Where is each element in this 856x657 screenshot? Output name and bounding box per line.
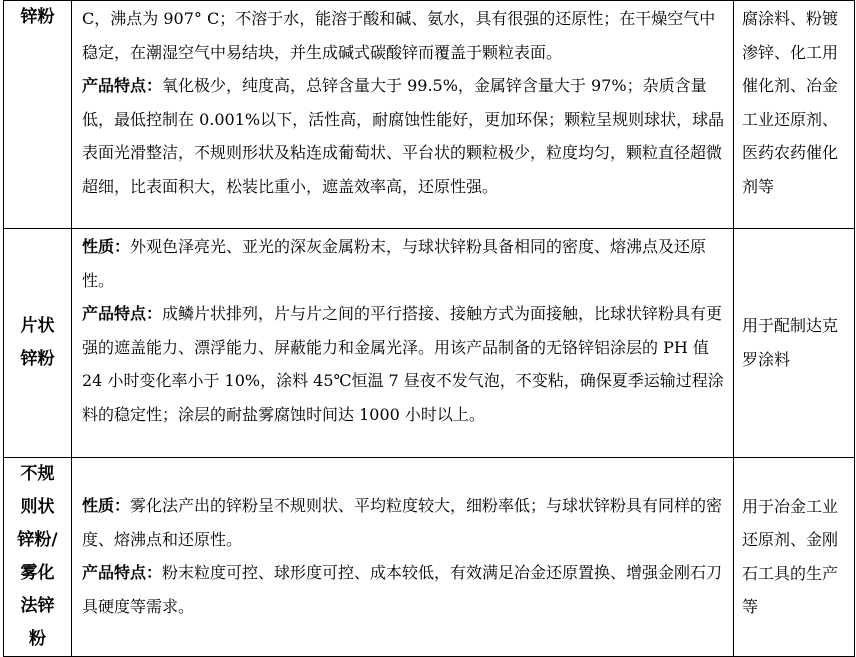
feature-label: 产品特点： bbox=[82, 304, 163, 323]
usage-text: 用于冶金工业还原剂、金刚石工具的生产等 bbox=[742, 496, 839, 616]
table-row bbox=[4, 1, 855, 229]
feature-label: 产品特点： bbox=[82, 563, 163, 582]
feature-text: 氧化极少，纯度高，总锌含量大于 99.5%，金属锌含量大于 97%；杂质含量低，最低控制在 0.001%以下，活性高，耐腐蚀性能好，更加环保；颗粒呈规则球状，球晶表面光滑整洁，不规则形状及粘连成葡萄状、平台状的颗粒极少，粒度均匀，颗粒直径超微超细，比表面积大，松装比重小，遮盖效率高，还原性强。 bbox=[82, 76, 725, 196]
property-label: 性质： bbox=[82, 496, 131, 515]
product-name-cell bbox=[4, 229, 72, 458]
product-name-cell bbox=[4, 1, 72, 229]
product-name-line: 锌粉/ bbox=[17, 530, 58, 550]
property-text: 雾化法产出的锌粉呈不规则状、平均粒度较大，细粉率低；与球状锌粉具有同样的密度、熔沸点和还原性。 bbox=[82, 496, 723, 549]
usage-cell bbox=[734, 458, 855, 657]
zinc-powder-table bbox=[3, 0, 855, 657]
intro-text: C，沸点为 907° C；不溶于水，能溶于酸和碱、氨水，具有很强的还原性；在干燥空气中稳定，在潮湿空气中易结块，并生成碱式碳酸锌而覆盖于颗粒表面。 bbox=[82, 9, 716, 62]
feature-text: 成鳞片状排列，片与片之间的平行搭接、接触方式为面接触，比球状锌粉具有更强的遮盖能力、漂浮能力、屏蔽能力和金属光泽。用该产品制备的无铬锌铝涂层的 PH 值 24 小时变化率小于 10%，涂料 45℃恒温 7 昼夜不发气泡，不变粘，确保夏季运输过程涂料的稳定性；涂层的耐盐雾腐蚀时间达 1000 小时以上。 bbox=[82, 304, 724, 424]
usage-cell bbox=[734, 1, 855, 229]
description-cell bbox=[72, 229, 734, 458]
product-name-line: 片状 bbox=[20, 316, 55, 336]
usage-cell bbox=[734, 229, 855, 458]
property-paragraph bbox=[82, 230, 726, 297]
product-name-line: 粉 bbox=[29, 629, 46, 649]
table-row bbox=[4, 229, 855, 458]
product-name-line: 则状 bbox=[20, 497, 55, 517]
product-name-line: 雾化 bbox=[20, 563, 55, 583]
product-name-line: 不规 bbox=[20, 464, 55, 484]
product-name-cell bbox=[4, 458, 72, 657]
table-row bbox=[4, 458, 855, 657]
feature-paragraph bbox=[82, 297, 726, 431]
property-text: 外观色泽亮光、亚光的深灰金属粉末，与球状锌粉具备相同的密度、熔沸点及还原性。 bbox=[82, 237, 707, 290]
feature-label: 产品特点： bbox=[82, 76, 163, 95]
usage-text: 腐涂料、粉镀渗锌、化工用催化剂、冶金工业还原剂、医药农药催化剂等 bbox=[742, 9, 839, 196]
usage-text: 用于配制达克罗涂料 bbox=[742, 316, 839, 369]
property-label: 性质： bbox=[82, 237, 131, 256]
feature-text: 粉末粒度可控、球形度可控、成本较低，有效满足冶金还原置换、增强金刚石刀具硬度等需求。 bbox=[82, 563, 723, 616]
description-cell bbox=[72, 1, 734, 229]
description-cell bbox=[72, 458, 734, 657]
product-name-line: 锌粉 bbox=[20, 349, 55, 369]
product-name-line: 法锌 bbox=[20, 596, 55, 616]
property-paragraph bbox=[82, 489, 726, 556]
feature-paragraph bbox=[82, 556, 726, 623]
product-name-line: 锌粉 bbox=[20, 7, 55, 27]
feature-paragraph bbox=[82, 69, 726, 203]
